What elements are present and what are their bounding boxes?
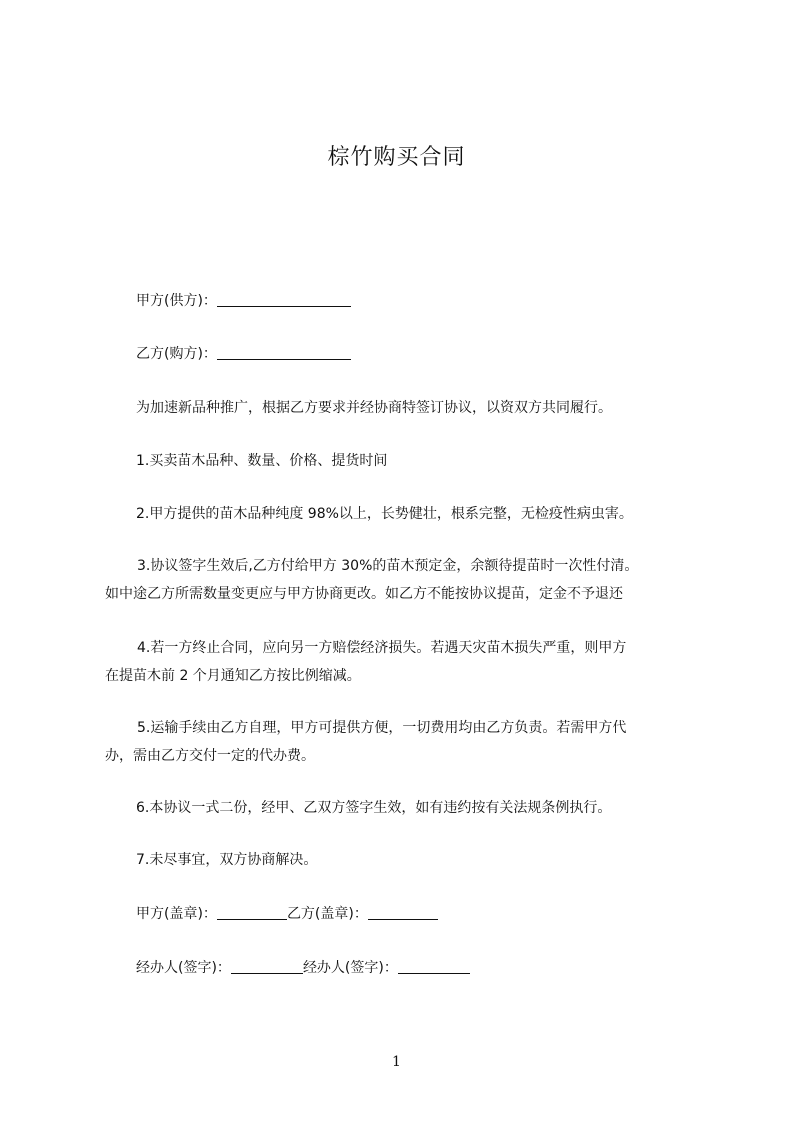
seal-a-label: 甲方(盖章)： bbox=[136, 906, 217, 922]
clause-6: 6.本协议一式二份，经甲、乙双方签字生效，如有违约按有关法规条例执行。 bbox=[136, 800, 612, 816]
party-a-supplier-line bbox=[136, 287, 736, 315]
agent-b-blank[interactable] bbox=[398, 959, 470, 974]
page-number: 1 bbox=[392, 1054, 401, 1070]
agent-signature-line bbox=[136, 954, 736, 982]
clause-1: 1.买卖苗木品种、数量、价格、提货时间 bbox=[136, 453, 388, 469]
clause-3-line-1: 3.协议签字生效后,乙方付给甲方 30%的苗木预定金，余额待提苗时一次性付清。 bbox=[137, 558, 639, 574]
clause-4-line-1: 4.若一方终止合同，应向另一方赔偿经济损失。若遇天灾苗木损失严重，则甲方 bbox=[137, 640, 627, 656]
clause-4-line-2: 在提苗木前 2 个月通知乙方按比例缩减。 bbox=[105, 668, 361, 684]
clause-3-line-2: 如中途乙方所需数量变更应与甲方协商更改。如乙方不能按协议提苗，定金不予退还 bbox=[105, 586, 623, 602]
seal-b-blank[interactable] bbox=[368, 905, 438, 920]
agent-b-label: 经办人(签字)： bbox=[302, 960, 398, 976]
clause-5-line-2: 办，需由乙方交付一定的代办费。 bbox=[105, 748, 315, 764]
document-title: 棕竹购买合同 bbox=[327, 145, 466, 170]
party-b-buyer-line bbox=[136, 340, 736, 368]
clause-3 bbox=[105, 552, 700, 608]
clause-4 bbox=[105, 634, 700, 690]
clause-5-line-1: 5.运输手续由乙方自理，甲方可提供方便，一切费用均由乙方负责。若需甲方代 bbox=[137, 720, 627, 736]
agent-a-label: 经办人(签字)： bbox=[136, 960, 231, 976]
agent-a-blank[interactable] bbox=[231, 959, 303, 974]
clause-2: 2.甲方提供的苗木品种纯度 98%以上，长势健壮，根系完整，无检疫性病虫害。 bbox=[136, 506, 633, 522]
seal-a-blank[interactable] bbox=[217, 905, 287, 920]
party-b-buyer-blank[interactable] bbox=[217, 345, 351, 360]
party-a-supplier-label: 甲方(供方)： bbox=[136, 293, 217, 309]
party-a-supplier-blank[interactable] bbox=[217, 292, 351, 307]
seal-b-label: 乙方(盖章)： bbox=[286, 906, 368, 922]
clause-7: 7.未尽事宜，双方协商解决。 bbox=[136, 852, 318, 868]
clause-5 bbox=[105, 714, 700, 770]
seal-line bbox=[136, 900, 736, 928]
intro-paragraph: 为加速新品种推广，根据乙方要求并经协商特签订协议，以资双方共同履行。 bbox=[136, 400, 612, 416]
party-b-buyer-label: 乙方(购方)： bbox=[136, 346, 217, 362]
